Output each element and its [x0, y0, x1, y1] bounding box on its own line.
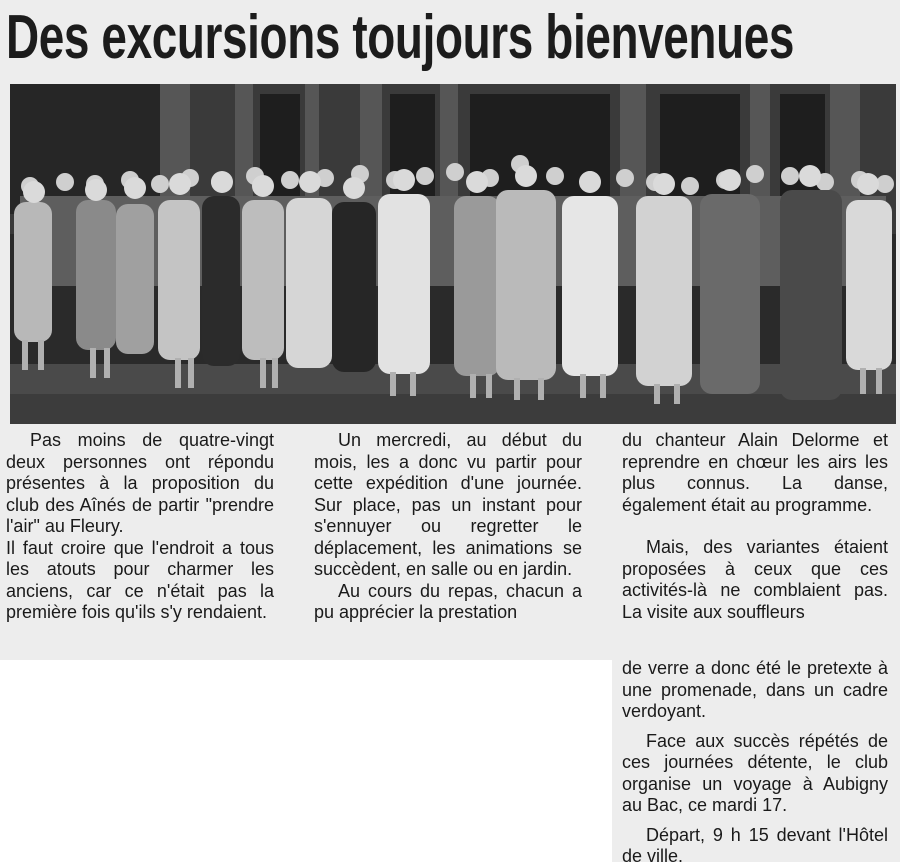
paragraph: Pas moins de quatre-vingt deux personnes ont répondu présentes à la proposition du club des Aînés de partir "prendre l'air" au Fleury.: [6, 430, 274, 536]
paragraph: Il faut croire que l'endroit a tous les atouts pour charmer les anciens, car ce n'était pas la première fois qu'ils s'y rendaient.: [6, 537, 274, 622]
paragraph: du chanteur Alain Delorme et reprendre en chœur les airs les plus connus. La danse, également était au programme.: [622, 430, 888, 515]
group-photo: [10, 84, 896, 424]
text-column-1: [6, 430, 274, 624]
paragraph: Un mercredi, au début du mois, les a donc vu partir pour cette expédition d'une journée. Sur place, pas un instant pour s'ennuyer ou regretter le déplacement, les animations se succèdent, en salle ou en jardin.: [314, 430, 582, 579]
text-column-2: [314, 430, 582, 624]
headline: Des excursions toujours bienvenues: [6, 3, 795, 72]
paragraph: Mais, des variantes étaient proposées à ceux que ces activités-là ne comblaient pas. La visite aux souffleurs: [622, 537, 888, 622]
text-column-3-continued: [622, 658, 888, 868]
paragraph: Départ, 9 h 15 devant l'Hôtel de ville.: [622, 824, 888, 866]
text-column-3: [622, 430, 888, 623]
paragraph: Au cours du repas, chacun a pu apprécier la prestation: [314, 580, 582, 622]
paragraph: de verre a donc été le pretexte à une promenade, dans un cadre verdoyant.: [622, 658, 888, 721]
paragraph: Face aux succès répétés de ces journées détente, le club organise un voyage à Aubigny au Bac, ce mardi 17.: [622, 730, 888, 815]
